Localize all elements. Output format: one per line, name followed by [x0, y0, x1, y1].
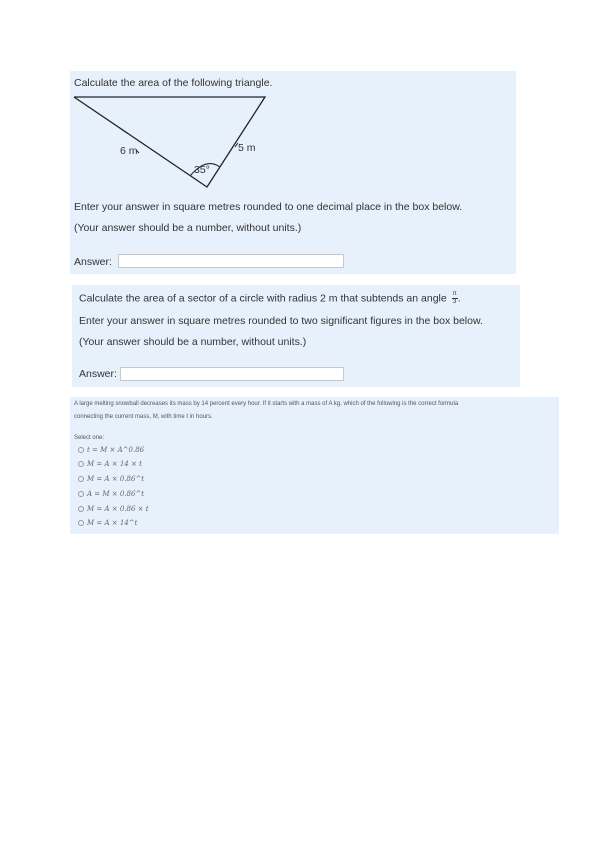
prompt-text: Calculate the area of a sector of a circle with radius 2 m that subtends an angle [79, 292, 447, 305]
question-text-line-2: connecting the current mass, M, with time t in hours. [74, 414, 213, 420]
option-text: M = A × 0.86^t [87, 475, 145, 483]
radio-button[interactable] [78, 461, 84, 467]
question-text-line-1: A large melting snowball decreases its mass by 14 percent every hour. If it starts with a mass of A kg, which of the following is the correct formula [74, 401, 459, 407]
option-d[interactable] [78, 490, 144, 498]
option-b[interactable] [78, 460, 142, 468]
answer-input[interactable] [120, 367, 344, 381]
option-c[interactable] [78, 475, 144, 483]
option-f[interactable] [78, 519, 137, 527]
radio-button[interactable] [78, 476, 84, 482]
question-1 [70, 71, 516, 274]
side-label-left: 6 m [120, 145, 138, 157]
radio-button[interactable] [78, 447, 84, 453]
angle-label: 35° [194, 164, 210, 176]
question-2 [72, 285, 520, 387]
question-3 [70, 397, 559, 534]
question-prompt: Calculate the area of the following triangle. [74, 77, 273, 89]
option-text: M = A × 0.86 × t [87, 505, 149, 513]
fraction-numerator: π [452, 291, 457, 297]
answer-input[interactable] [118, 254, 344, 268]
answer-label: Answer: [79, 368, 117, 380]
triangle-diagram [70, 71, 516, 274]
radio-button[interactable] [78, 520, 84, 526]
select-one-label: Select one: [74, 435, 105, 441]
option-text: M = A × 14^t [87, 519, 138, 527]
option-e[interactable] [78, 505, 149, 513]
radio-button[interactable] [78, 491, 84, 497]
question-note: (Your answer should be a number, without units.) [79, 336, 307, 348]
question-note: (Your answer should be a number, without units.) [74, 222, 302, 234]
option-text: t = M × A^0.86 [87, 446, 145, 454]
fraction-denominator: 3 [453, 299, 457, 305]
question-instruction: Enter your answer in square metres rounded to two significant figures in the box below. [79, 315, 483, 327]
triangle-outline [74, 97, 265, 187]
prompt-period: . [457, 292, 461, 305]
answer-label: Answer: [74, 256, 112, 268]
side-label-right: 5 m [238, 142, 256, 154]
option-text: A = M × 0.86^t [87, 490, 145, 498]
question-instruction: Enter your answer in square metres rounded to one decimal place in the box below. [74, 201, 463, 213]
option-text: M = A × 14 × t [87, 460, 142, 468]
radio-button[interactable] [78, 506, 84, 512]
question-prompt [79, 291, 461, 306]
option-a[interactable] [78, 446, 144, 454]
